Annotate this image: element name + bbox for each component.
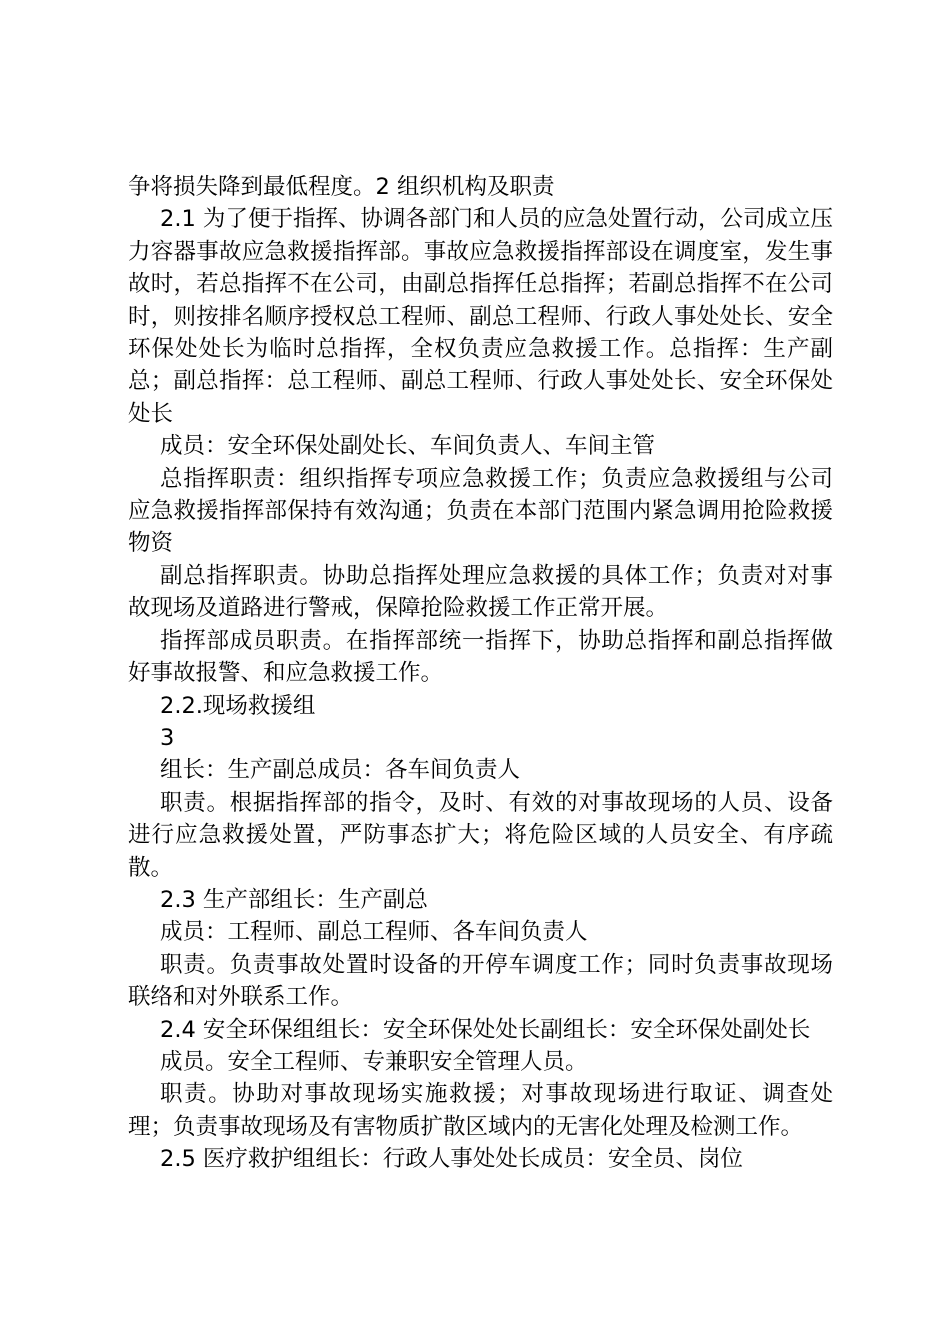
section-heading: 2.2.现场救援组 bbox=[160, 692, 316, 719]
paragraph: 总指挥职责：组织指挥专项应急救援工作；负责应急救援组与公司应急救援指挥部保持有效沟通；负责在本部门范围内紧急调用抢险救援物资 bbox=[128, 465, 833, 557]
paragraph: 2.3 生产部组长：生产副总 bbox=[160, 886, 428, 913]
paragraph: 组长：生产副总成员：各车间负责人 bbox=[160, 757, 521, 784]
paragraph: 指挥部成员职责。在指挥部统一指挥下，协助总指挥和副总指挥做好事故报警、和应急救援工作。 bbox=[128, 627, 833, 687]
paragraph: 2.5 医疗救护组组长：行政人事处处长成员：安全员、岗位 bbox=[160, 1146, 743, 1173]
paragraph: 成员：安全环保处副处长、车间负责人、车间主管 bbox=[160, 433, 656, 460]
paragraph: 争将损失降到最低程度。2 组织机构及职责 bbox=[128, 174, 555, 200]
paragraph: 2.4 安全环保组组长：安全环保处处长副组长：安全环保处副处长 bbox=[160, 1016, 811, 1043]
paragraph: 成员。安全工程师、专兼职安全管理人员。 bbox=[160, 1048, 588, 1075]
page-number: 3 bbox=[160, 724, 175, 751]
paragraph: 职责。协助对事故现场实施救援；对事故现场进行取证、调查处理；负责事故现场及有害物质扩散区域内的无害化处理及检测工作。 bbox=[128, 1081, 833, 1140]
paragraph: 职责。根据指挥部的指令，及时、有效的对事故现场的人员、设备进行应急救援处置，严防事态扩大；将危险区域的人员安全、有序疏散。 bbox=[128, 789, 833, 881]
document-body bbox=[128, 171, 833, 1176]
paragraph: 副总指挥职责。协助总指挥处理应急救援的具体工作；负责对对事故现场及道路进行警戒，保障抢险救援工作正常开展。 bbox=[128, 562, 833, 622]
paragraph: 2.1 为了便于指挥、协调各部门和人员的应急处置行动，公司成立压力容器事故应急救援指挥部。事故应急救援指挥部设在调度室，发生事故时，若总指挥不在公司，由副总指挥任总指挥；若副总指挥不在公司时，则按排名顺序授权总工程师、副总工程师、行政人事处处长、安全环保处处长为临时总指挥，全权负责应急救援工作。总指挥：生产副总；副总指挥：总工程师、副总工程师、行政人事处处长、安全环保处处长 bbox=[128, 206, 833, 427]
paragraph: 成员：工程师、副总工程师、各车间负责人 bbox=[160, 919, 588, 946]
paragraph: 职责。负责事故处置时设备的开停车调度工作；同时负责事故现场联络和对外联系工作。 bbox=[128, 951, 833, 1011]
